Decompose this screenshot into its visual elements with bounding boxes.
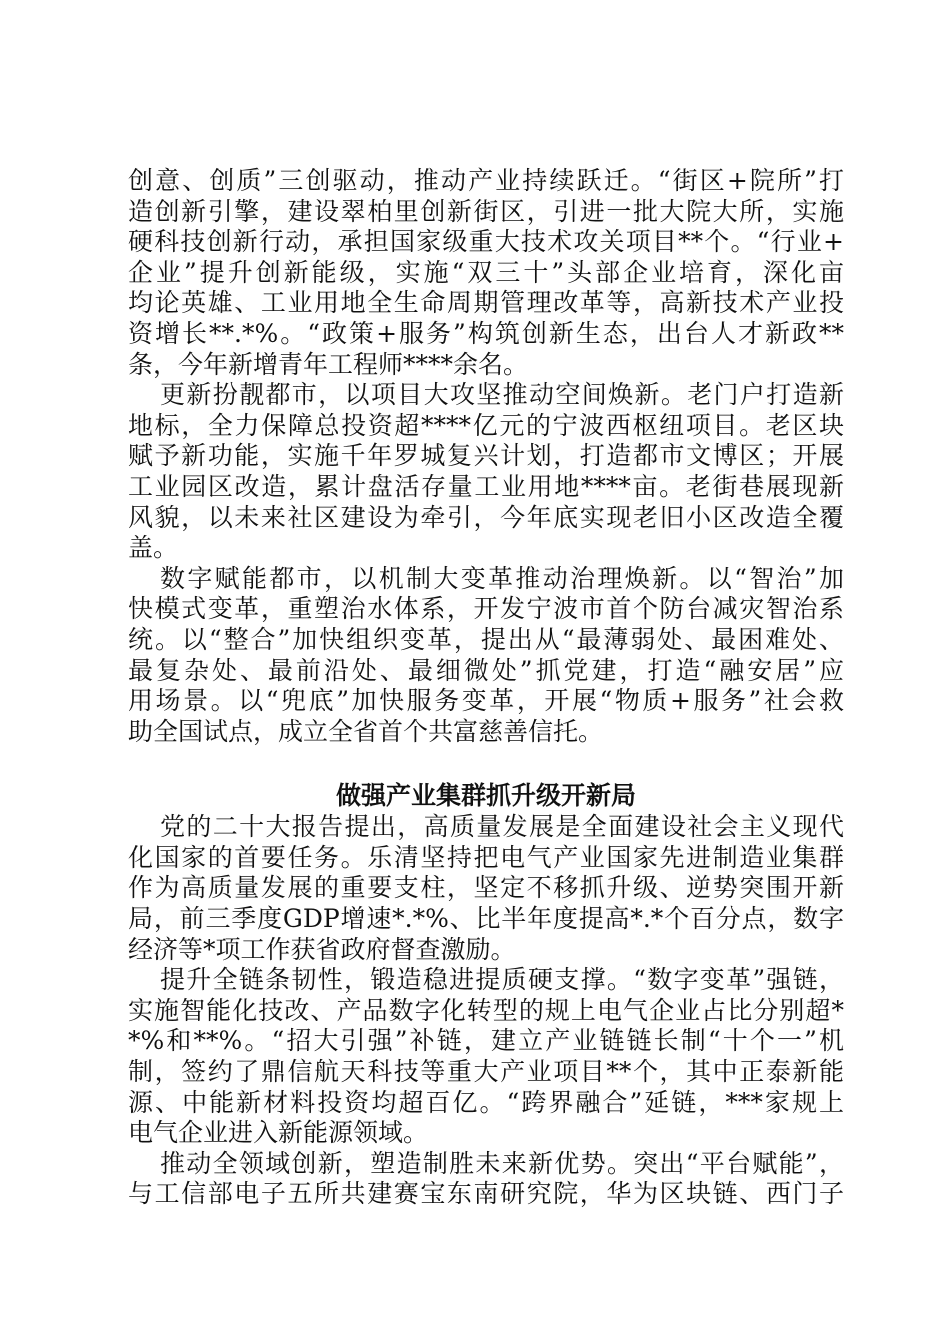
text-line: 经济等*项工作获省政府督查激励。 <box>128 934 516 964</box>
text-line: 电气企业进入新能源领域。 <box>128 1118 429 1148</box>
paragraph <box>128 1149 844 1210</box>
text-line: 创意、创质”三创驱动，推动产业持续跃迁。“街区+院所”打 <box>128 166 844 195</box>
text-line: 最复杂处、最前沿处、最细微处”抓党建，打造“融安居”应 <box>128 655 844 685</box>
text-line: 统。以“整合”加快组织变革，提出从“最薄弱处、最困难处、 <box>128 624 844 654</box>
text-line: 助全国试点，成立全省首个共富慈善信托。 <box>128 716 604 746</box>
text-line: 化国家的首要任务。乐清坚持把电气产业国家先进制造业集群 <box>128 842 844 872</box>
paragraph <box>128 380 844 564</box>
text-line: 作为高质量发展的重要支柱，坚定不移抓升级、逆势突围开新 <box>128 873 844 903</box>
text-line: 条，今年新增青年工程师****余名。 <box>128 349 529 379</box>
text-line: 数字赋能都市，以机制大变革推动治理焕新。以“智治”加 <box>160 563 844 593</box>
text-line: 均论英雄、工业用地全生命周期管理改革等，高新技术产业投 <box>128 288 844 318</box>
document-page <box>128 166 844 1210</box>
text-line: 提升全链条韧性，锻造稳进提质硬支撑。“数字变革”强链， <box>160 965 844 995</box>
text-line: 源、中能新材料投资均超百亿。“跨界融合”延链，***家规上 <box>128 1087 844 1117</box>
text-line: 局，前三季度GDP增速*.*%、比半年度提高*.*个百分点，数字 <box>128 904 844 934</box>
paragraph <box>128 564 844 748</box>
text-line: 快模式变革，重塑治水体系，开发宁波市首个防台减灾智治系 <box>128 594 844 624</box>
section-spacer <box>128 747 844 779</box>
text-line: 与工信部电子五所共建赛宝东南研究院，华为区块链、西门子 <box>128 1179 844 1209</box>
paragraph <box>128 166 844 380</box>
text-line: 风貌，以未来社区建设为牵引，今年底实现老旧小区改造全覆 <box>128 502 844 532</box>
text-line: 赋予新功能，实施千年罗城复兴计划，打造都市文博区；开展 <box>128 441 844 471</box>
text-line: 用场景。以“兜底”加快服务变革，开展“物质+服务”社会救 <box>128 686 844 716</box>
text-line: 制，签约了鼎信航天科技等重大产业项目**个，其中正泰新能 <box>128 1057 844 1087</box>
text-line: 造创新引擎，建设翠柏里创新街区，引进一批大院大所，实施 <box>128 196 844 226</box>
text-line: 盖。 <box>128 533 179 563</box>
paragraph <box>128 965 844 1149</box>
section-heading: 做强产业集群抓升级开新局 <box>335 781 636 811</box>
text-line: 实施智能化技改、产品数字化转型的规上电气企业占比分别超* <box>128 995 844 1025</box>
text-line: 推动全领域创新，塑造制胜未来新优势。突出“平台赋能”， <box>160 1148 844 1178</box>
text-line: 资增长**.*%。“政策+服务”构筑创新生态，出台人才新政** <box>128 318 844 348</box>
text-line: 企业”提升创新能级，实施“双三十”头部企业培育，深化亩 <box>128 257 844 287</box>
text-line: 硬科技创新行动，承担国家级重大技术攻关项目**个。“行业+ <box>128 227 844 257</box>
paragraph <box>128 812 844 965</box>
text-line: 工业园区改造，累计盘活存量工业用地****亩。老街巷展现新 <box>128 471 844 501</box>
text-line: 更新扮靓都市，以项目大攻坚推动空间焕新。老门户打造新 <box>160 380 844 410</box>
text-line: 地标，全力保障总投资超****亿元的宁波西枢纽项目。老区块 <box>128 410 844 440</box>
text-line: *%和**%。“招大引强”补链，建立产业链链长制“十个一”机 <box>128 1026 844 1056</box>
text-line: 党的二十大报告提出，高质量发展是全面建设社会主义现代 <box>160 812 844 842</box>
